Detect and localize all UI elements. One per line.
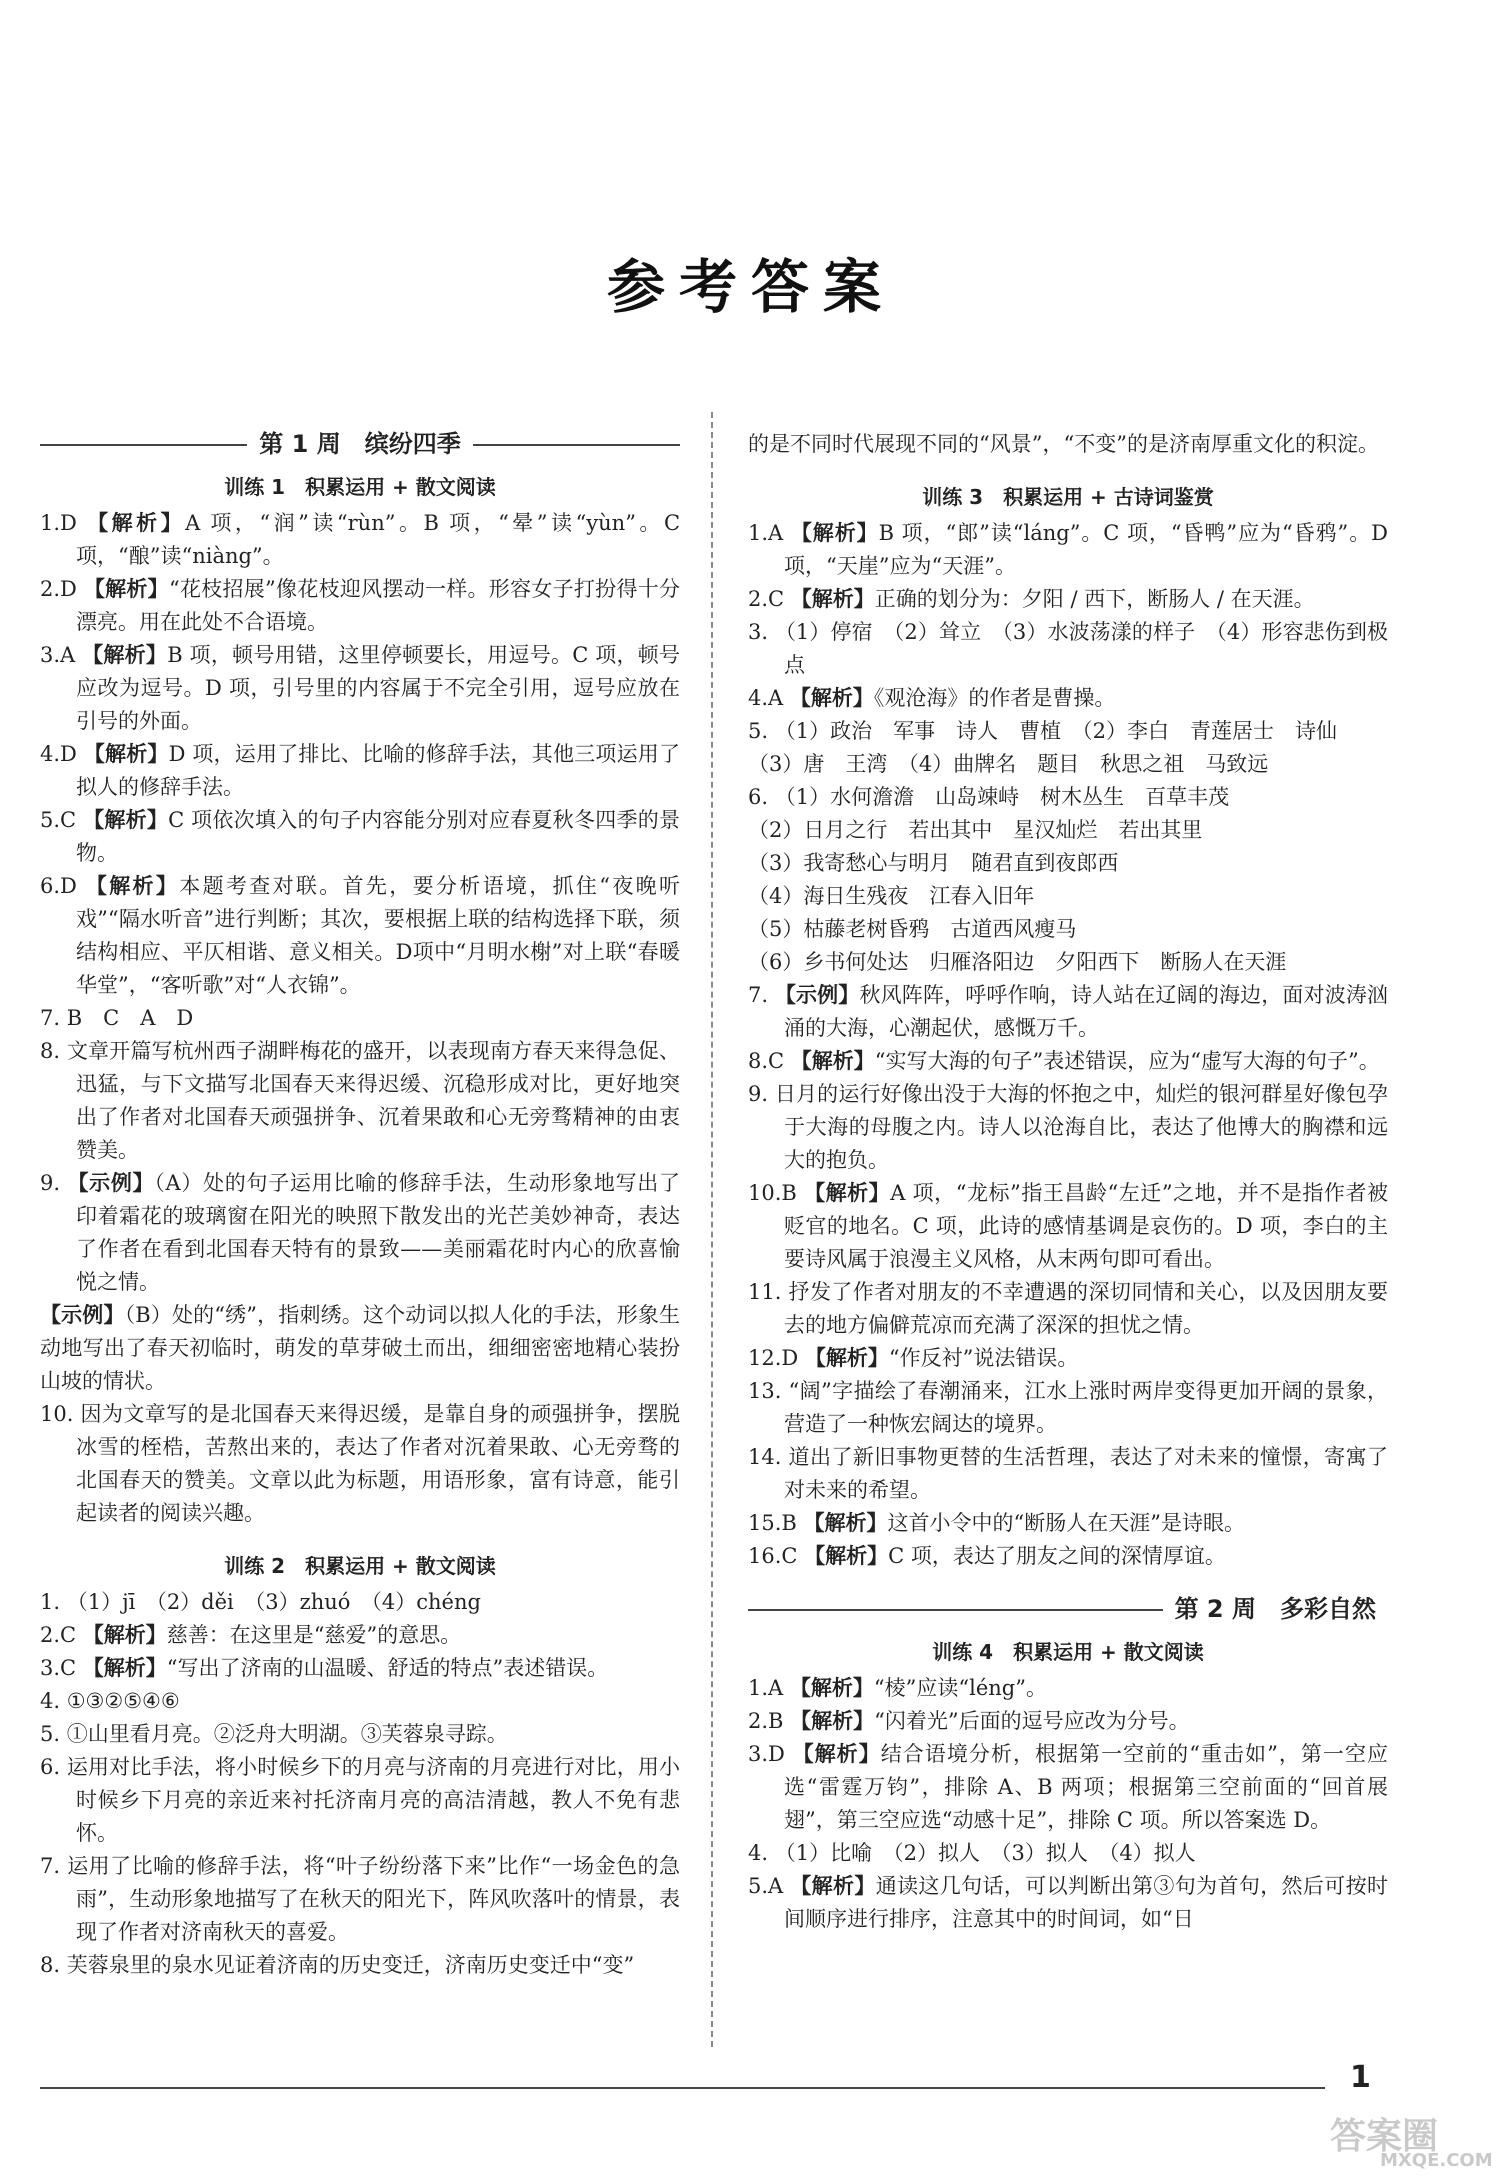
answer-text: 文章开篇写杭州西子湖畔梅花的盛开，以表现南方春天来得急促、迅猛，与下文描写北国春天来得迟缓、沉稳形成对比，更好地突出了作者对北国春天顽强拼争、沉着果敢和心无旁骛精神的由衷赞美。 bbox=[66, 1039, 680, 1162]
week-2-header bbox=[748, 1593, 1388, 1626]
answer-item bbox=[748, 880, 1388, 913]
answer-item bbox=[748, 1276, 1388, 1342]
answer-number: 4. bbox=[40, 1689, 61, 1713]
answer-item bbox=[40, 1949, 680, 1982]
answer-text: B 项，顿号用错，这里停顿要长，用逗号。C 项，顿号应改为逗号。D 项，引号里的内容属于不完全引用，逗号应放在引号的外面。 bbox=[76, 643, 680, 733]
answer-text: “棱”应读“léng”。 bbox=[873, 1676, 1047, 1700]
analysis-tag: 【解析】 bbox=[803, 1511, 888, 1535]
answer-item bbox=[40, 1619, 680, 1652]
analysis-tag: 【解析】 bbox=[83, 577, 169, 601]
answer-number: 15.B bbox=[748, 1511, 797, 1535]
answer-number: 1.D bbox=[40, 511, 77, 535]
answer-item bbox=[748, 616, 1388, 682]
analysis-tag: 【解析】 bbox=[83, 742, 169, 766]
answer-text: 运用对比手法，将小时候乡下的月亮与济南的月亮进行对比，用小时候乡下月亮的亲近来衬托济南月亮的高洁清越，教人不免有悲怀。 bbox=[66, 1755, 680, 1845]
answer-item bbox=[748, 715, 1388, 748]
header-rule bbox=[40, 444, 247, 446]
answer-text: “实写大海的句子”表述错误，应为“虚写大海的句子”。 bbox=[874, 1049, 1380, 1073]
answer-item bbox=[40, 1398, 680, 1530]
answer-number: 13. bbox=[748, 1379, 782, 1403]
analysis-tag: 【解析】 bbox=[790, 1874, 876, 1898]
answer-text: 正确的划分为：夕阳 / 西下，断肠人 / 在天涯。 bbox=[874, 587, 1315, 611]
answer-item bbox=[748, 1177, 1388, 1276]
header-rule bbox=[473, 444, 680, 446]
answer-number: 6.D bbox=[40, 874, 77, 898]
answer-item bbox=[40, 1685, 680, 1718]
week-1-title: 第 1 周 缤纷四季 bbox=[259, 430, 461, 458]
answer-item bbox=[40, 804, 680, 870]
answer-number: 9. bbox=[748, 1082, 769, 1106]
answer-text: “写出了济南的山温暖、舒适的特点”表述错误。 bbox=[166, 1656, 609, 1680]
answer-text: “作反衬”说法错误。 bbox=[888, 1346, 1079, 1370]
watermark-url: MXQE.COM bbox=[1380, 2150, 1493, 2171]
answer-text: （2）日月之行 若出其中 星汉灿烂 若出其里 bbox=[748, 818, 1203, 842]
answer-text: （A）处的句子运用比喻的修辞手法，生动形象地写出了印着霜花的玻璃窗在阳光的映照下散发出的光芒美妙神奇，表达了作者在看到北国春天特有的景致——美丽霜花时内心的欣喜愉悦之情。 bbox=[76, 1171, 680, 1294]
answer-item bbox=[40, 1718, 680, 1751]
section-title: 训练 2 积累运用 + 散文阅读 bbox=[224, 1554, 496, 1578]
analysis-tag: 【解析】 bbox=[790, 521, 879, 545]
section-title: 训练 4 积累运用 + 散文阅读 bbox=[932, 1640, 1204, 1664]
answer-item bbox=[748, 1870, 1388, 1936]
answer-item bbox=[40, 1002, 680, 1035]
answer-number: 1. bbox=[40, 1590, 61, 1614]
answer-number: 10.B bbox=[748, 1181, 797, 1205]
answer-text: C 项，表达了朋友之间的深情厚谊。 bbox=[888, 1544, 1226, 1568]
answer-number: 6. bbox=[748, 785, 769, 809]
right-column bbox=[748, 428, 1388, 1936]
answer-item bbox=[40, 1586, 680, 1619]
answer-item bbox=[40, 507, 680, 573]
answer-item bbox=[40, 1652, 680, 1685]
answer-item bbox=[40, 1850, 680, 1949]
answer-item bbox=[40, 1299, 680, 1398]
answer-number: 2.C bbox=[748, 587, 785, 611]
answer-number: 4.D bbox=[40, 742, 77, 766]
answer-text: A 项，“润”读“rùn”。B 项，“晕”读“yùn”。C 项，“酿”读“niàng”。 bbox=[76, 511, 681, 568]
answer-item bbox=[748, 1045, 1388, 1078]
answer-number: 8.C bbox=[748, 1049, 785, 1073]
answer-text: （1）比喻 （2）拟人 （3）拟人 （4）拟人 bbox=[774, 1841, 1196, 1865]
answer-text: 本题考查对联。首先，要分析语境，抓住“夜晚听戏”“隔水听音”进行判断；其次，要根据上联的结构选择下联，须结构相应、平仄相谐、意义相关。D项中“月明水榭”对上联“春暖华堂”，“客听歌”对“人衣锦”。 bbox=[76, 874, 680, 997]
answer-text: （3）唐 王湾 （4）曲牌名 题目 秋思之祖 马致远 bbox=[748, 752, 1269, 776]
answer-item bbox=[748, 1375, 1388, 1441]
answer-item bbox=[40, 1167, 680, 1299]
answer-text: 道出了新旧事物更替的生活哲理，表达了对未来的憧憬，寄寓了对未来的希望。 bbox=[784, 1445, 1388, 1502]
answer-number: 8. bbox=[40, 1953, 61, 1977]
section-title: 训练 3 积累运用 + 古诗词鉴赏 bbox=[922, 485, 1214, 509]
answer-text: 通读这几句话，可以判断出第③句为首句，然后可按时间顺序进行排序，注意其中的时间词，如“日 bbox=[784, 1874, 1389, 1931]
answer-item bbox=[748, 1078, 1388, 1177]
analysis-tag: 【解析】 bbox=[85, 874, 180, 898]
answer-item bbox=[40, 1035, 680, 1167]
answer-number: 2.D bbox=[40, 577, 77, 601]
answer-item bbox=[748, 748, 1388, 781]
section-title: 训练 1 积累运用 + 散文阅读 bbox=[224, 475, 496, 499]
answer-number: 3.D bbox=[748, 1742, 785, 1766]
answer-item bbox=[748, 847, 1388, 880]
answer-item bbox=[748, 517, 1388, 583]
answer-item bbox=[40, 738, 680, 804]
right-sections bbox=[748, 481, 1388, 1573]
header-rule bbox=[748, 1609, 1163, 1611]
answer-text: A 项，“龙标”指王昌龄“左迁”之地，并不是指作者被贬官的地名。C 项，此诗的感情基调是哀伤的。D 项，李白的主要诗风属于浪漫主义风格，从末两句即可看出。 bbox=[784, 1181, 1388, 1271]
answer-text: 慈善：在这里是“慈爱”的意思。 bbox=[166, 1623, 462, 1647]
answer-text: 抒发了作者对朋友的不幸遭遇的深切同情和关心，以及因朋友要去的地方偏僻荒凉而充满了深深的担忧之情。 bbox=[784, 1280, 1388, 1337]
answer-item bbox=[748, 946, 1388, 979]
answer-text: （1）jī （2）děi （3）zhuó （4）chéng bbox=[66, 1590, 481, 1614]
answer-number: 6. bbox=[40, 1755, 61, 1779]
analysis-tag: 【解析】 bbox=[789, 686, 874, 710]
answer-number: 14. bbox=[748, 1445, 782, 1469]
answer-text: B C A D bbox=[66, 1006, 194, 1030]
analysis-tag: 【解析】 bbox=[804, 1544, 889, 1568]
answer-item bbox=[748, 583, 1388, 616]
answer-item bbox=[40, 870, 680, 1002]
week-2-title: 第 2 周 多彩自然 bbox=[1174, 1595, 1376, 1623]
answer-text: 秋风阵阵，呼呼作响，诗人站在辽阔的海边，面对波涛汹涌的大海，心潮起伏，感慨万千。 bbox=[784, 983, 1388, 1040]
analysis-tag: 【解析】 bbox=[790, 1709, 875, 1733]
answer-item bbox=[748, 781, 1388, 814]
analysis-tag: 【解析】 bbox=[82, 1656, 167, 1680]
answer-item bbox=[40, 639, 680, 738]
watermark-logo: 答案圈 bbox=[1330, 2116, 1439, 2157]
answer-item bbox=[748, 913, 1388, 946]
analysis-tag: 【解析】 bbox=[83, 808, 169, 832]
answer-text: D 项，运用了排比、比喻的修辞手法，其他三项运用了拟人的修辞手法。 bbox=[76, 742, 680, 799]
answer-text: （B）处的“绣”，指刺绣。这个动词以拟人化的手法，形象生动地写出了春天初临时，萌发的草芽破土而出，细细密密地精心装扮山坡的情状。 bbox=[40, 1303, 680, 1393]
left-column bbox=[40, 428, 680, 1982]
page-title: 参考答案 bbox=[606, 253, 895, 321]
analysis-tag: 【解析】 bbox=[790, 587, 875, 611]
answer-number: 7. bbox=[40, 1006, 61, 1030]
answer-number: 4.A bbox=[748, 686, 784, 710]
answer-item bbox=[748, 1738, 1388, 1837]
analysis-tag: 【解析】 bbox=[804, 1181, 891, 1205]
answer-item bbox=[40, 1751, 680, 1850]
answer-number: 1.A bbox=[748, 1676, 784, 1700]
answer-number: 2.B bbox=[748, 1709, 784, 1733]
answer-text: 《观沧海》的作者是曹操。 bbox=[873, 686, 1116, 710]
answer-text: ①山里看月亮。②泛舟大明湖。③芙蓉泉寻踪。 bbox=[66, 1722, 508, 1746]
answer-text: 运用了比喻的修辞手法，将“叶子纷纷落下来”比作“一场金色的急雨”，生动形象地描写了在秋天的阳光下，阵风吹落叶的情景，表现了作者对济南秋天的喜爱。 bbox=[67, 1854, 680, 1944]
answer-item bbox=[40, 573, 680, 639]
answer-text: ①③②⑤④⑥ bbox=[66, 1689, 180, 1713]
answer-text: （1）水何澹澹 山岛竦峙 树木丛生 百草丰茂 bbox=[774, 785, 1230, 809]
answer-text: （6）乡书何处达 归雁洛阳边 夕阳西下 断肠人在天涯 bbox=[748, 950, 1287, 974]
answer-number: 5. bbox=[748, 719, 769, 743]
answer-number: 5.C bbox=[40, 808, 77, 832]
answer-number: 9. bbox=[40, 1171, 61, 1195]
answer-text: 日月的运行好像出没于大海的怀抱之中，灿烂的银河群星好像包孕于大海的母腹之内。诗人以沧海自比，表达了他博大的胸襟和远大的抱负。 bbox=[774, 1082, 1388, 1172]
answer-item bbox=[748, 1672, 1388, 1705]
answer-item bbox=[748, 814, 1388, 847]
analysis-tag: 【解析】 bbox=[87, 511, 186, 535]
analysis-tag: 【示例】 bbox=[40, 1303, 125, 1327]
answer-text: B 项，“郎”读“láng”。C 项，“昏鸭”应为“昏鸦”。D 项，“天崖”应为“天涯”。 bbox=[784, 521, 1388, 578]
analysis-tag: 【示例】 bbox=[774, 983, 860, 1007]
answer-number: 1.A bbox=[748, 521, 784, 545]
analysis-tag: 【解析】 bbox=[792, 1742, 881, 1766]
analysis-tag: 【解析】 bbox=[790, 1049, 875, 1073]
answer-number: 5.A bbox=[748, 1874, 784, 1898]
answer-text: 芙蓉泉里的泉水见证着济南的历史变迁，济南历史变迁中“变” bbox=[66, 1953, 635, 1977]
analysis-tag: 【解析】 bbox=[82, 643, 168, 667]
continued-answer: 的是不同时代展现不同的“风景”，“不变”的是济南厚重文化的积淀。 bbox=[748, 432, 1379, 456]
answer-text: 因为文章写的是北国春天来得迟缓，是靠自身的顽强拼争，摆脱冰雪的桎梏，苦熬出来的，表达了作者对沉着果敢、心无旁骛的北国春天的赞美。文章以此为标题，用语形象，富有诗意，能引起读者的阅读兴趣。 bbox=[76, 1402, 680, 1525]
answer-number: 3.A bbox=[40, 643, 76, 667]
answer-text: “花枝招展”像花枝迎风摆动一样。形容女子打扮得十分漂亮。用在此处不合语境。 bbox=[76, 577, 680, 634]
analysis-tag: 【解析】 bbox=[789, 1676, 874, 1700]
answer-text: （5）枯藤老树昏鸦 古道西风瘦马 bbox=[748, 917, 1077, 941]
footer-rule bbox=[40, 2087, 1325, 2089]
answer-text: （1）政治 军事 诗人 曹植 （2）李白 青莲居士 诗仙 bbox=[774, 719, 1337, 743]
answer-number: 16.C bbox=[748, 1544, 798, 1568]
answer-number: 4. bbox=[748, 1841, 769, 1865]
answer-item bbox=[748, 1540, 1388, 1573]
answer-text: （3）我寄愁心与明月 随君直到夜郎西 bbox=[748, 851, 1119, 875]
answer-item bbox=[748, 1441, 1388, 1507]
analysis-tag: 【解析】 bbox=[82, 1623, 167, 1647]
answer-number: 5. bbox=[40, 1722, 61, 1746]
answer-number: 11. bbox=[748, 1280, 782, 1304]
answer-text: （1）停宿 （2）耸立 （3）水波荡漾的样子 （4）形容悲伤到极点 bbox=[774, 620, 1388, 677]
page-number: 1 bbox=[1350, 2060, 1371, 2095]
week-2-sections bbox=[748, 1636, 1388, 1936]
answer-number: 10. bbox=[40, 1402, 74, 1426]
column-divider bbox=[711, 412, 713, 2047]
answer-number: 3. bbox=[748, 620, 769, 644]
left-sections bbox=[40, 471, 680, 1982]
answer-text: “阔”字描绘了春潮涌来，江水上涨时两岸变得更加开阔的景象，营造了一种恢宏阔达的境界。 bbox=[784, 1379, 1388, 1436]
answer-text: C 项依次填入的句子内容能分别对应春夏秋冬四季的景物。 bbox=[76, 808, 681, 865]
answer-item bbox=[748, 1837, 1388, 1870]
answer-number: 3.C bbox=[40, 1656, 77, 1680]
answer-text: 结合语境分析，根据第一空前的“重击如”，第一空应选“雷霆万钧”，排除 A、B 两项；根据第三空前面的“回首展翅”，第三空应选“动感十足”，排除 C 项。所以答案选 D。 bbox=[784, 1742, 1388, 1832]
answer-number: 7. bbox=[748, 983, 769, 1007]
answer-text: “闪着光”后面的逗号应改为分号。 bbox=[874, 1709, 1190, 1733]
answer-number: 8. bbox=[40, 1039, 61, 1063]
answer-number: 7. bbox=[40, 1854, 61, 1878]
analysis-tag: 【示例】 bbox=[67, 1171, 155, 1195]
answer-number: 12.D bbox=[748, 1346, 799, 1370]
answer-text: （4）海日生残夜 江春入旧年 bbox=[748, 884, 1035, 908]
answer-item bbox=[748, 979, 1388, 1045]
answer-item bbox=[748, 1342, 1388, 1375]
answer-number: 2.C bbox=[40, 1623, 77, 1647]
answer-item bbox=[748, 1507, 1388, 1540]
week-1-header bbox=[40, 428, 680, 461]
analysis-tag: 【解析】 bbox=[804, 1346, 889, 1370]
answer-item bbox=[748, 1705, 1388, 1738]
answer-item bbox=[748, 682, 1388, 715]
answer-text: 这首小令中的“断肠人在天涯”是诗眼。 bbox=[887, 1511, 1246, 1535]
